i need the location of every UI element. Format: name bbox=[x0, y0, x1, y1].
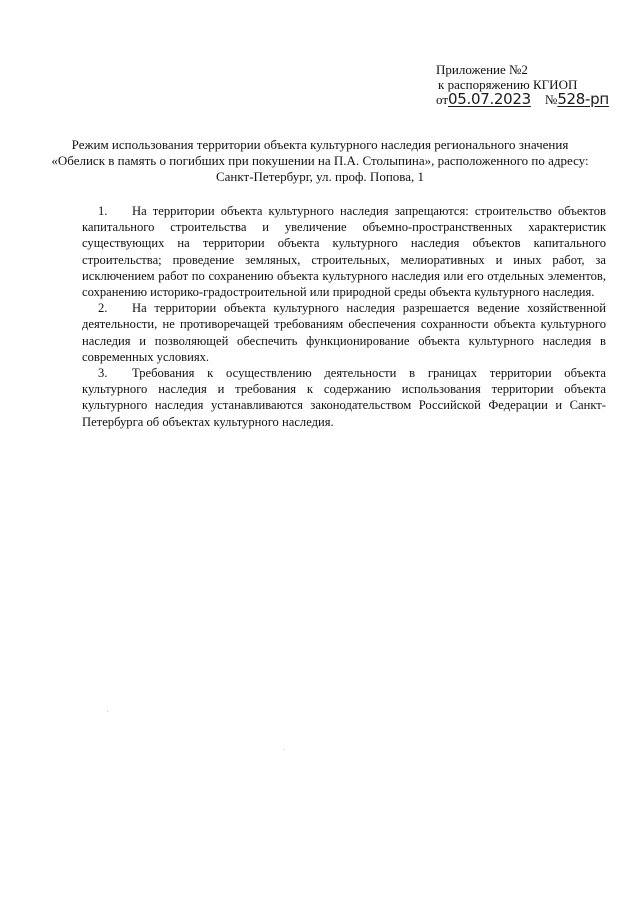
appendix-order-reference: к распоряжению КГИОП bbox=[438, 77, 578, 92]
paragraph-text: На территории объекта культурного наследия запрещаются: строительство объектов капитального строительства и увеличение объемно-пространственных характеристик существующих на территории объекта культурного наследия объектов капитального строительства; проведение земляных, строительных, мелиоративных и иных работ, за исключением работ по сохранению объекта культурного наследия или его отдельных элементов, сохранению историко-градостроительной или природной среды объекта культурного наследия. bbox=[82, 204, 606, 300]
paragraph-text: Требования к осуществлению деятельности в границах территории объекта культурного наследия и требования к содержанию использования территории объекта культурного наследия устанавливаются законодательством Российской Федерации и Санкт-Петербурга об объектах культурного наследия. bbox=[82, 366, 606, 429]
paragraph-number: 2. bbox=[98, 301, 108, 316]
paragraph-1 bbox=[82, 203, 606, 300]
scan-speck bbox=[284, 749, 285, 750]
document-body bbox=[82, 203, 606, 430]
handwritten-number: 528-рп bbox=[557, 90, 609, 108]
title-line-1: Режим использования территории объекта культурного наследия регионального значения bbox=[71, 137, 569, 152]
handwritten-date: 05.07.2023 bbox=[448, 90, 531, 108]
paragraph-text: На территории объекта культурного наследия разрешается ведение хозяйственной деятельности, не противоречащей требованиям обеспечения сохранности объекта культурного наследия и позволяющей обеспечить функционирование объекта культурного наследия в современных условиях. bbox=[82, 301, 606, 364]
paragraph-number: 3. bbox=[98, 366, 108, 381]
appendix-header bbox=[436, 62, 609, 107]
document-title bbox=[40, 137, 600, 185]
appendix-title: Приложение №2 bbox=[436, 62, 528, 77]
title-line-3: Санкт-Петербург, ул. проф. Попова, 1 bbox=[215, 169, 425, 184]
title-line-2: «Обелиск в память о погибших при покушении на П.А. Столыпина», расположенного по адресу: bbox=[51, 153, 589, 168]
paragraph-3 bbox=[82, 365, 606, 430]
number-prefix: № bbox=[544, 92, 558, 107]
paragraph-2 bbox=[82, 300, 606, 365]
paragraph-number: 1. bbox=[98, 204, 108, 218]
appendix-date-number-line bbox=[436, 92, 609, 107]
scan-speck bbox=[107, 711, 108, 712]
date-prefix: от bbox=[436, 92, 449, 107]
